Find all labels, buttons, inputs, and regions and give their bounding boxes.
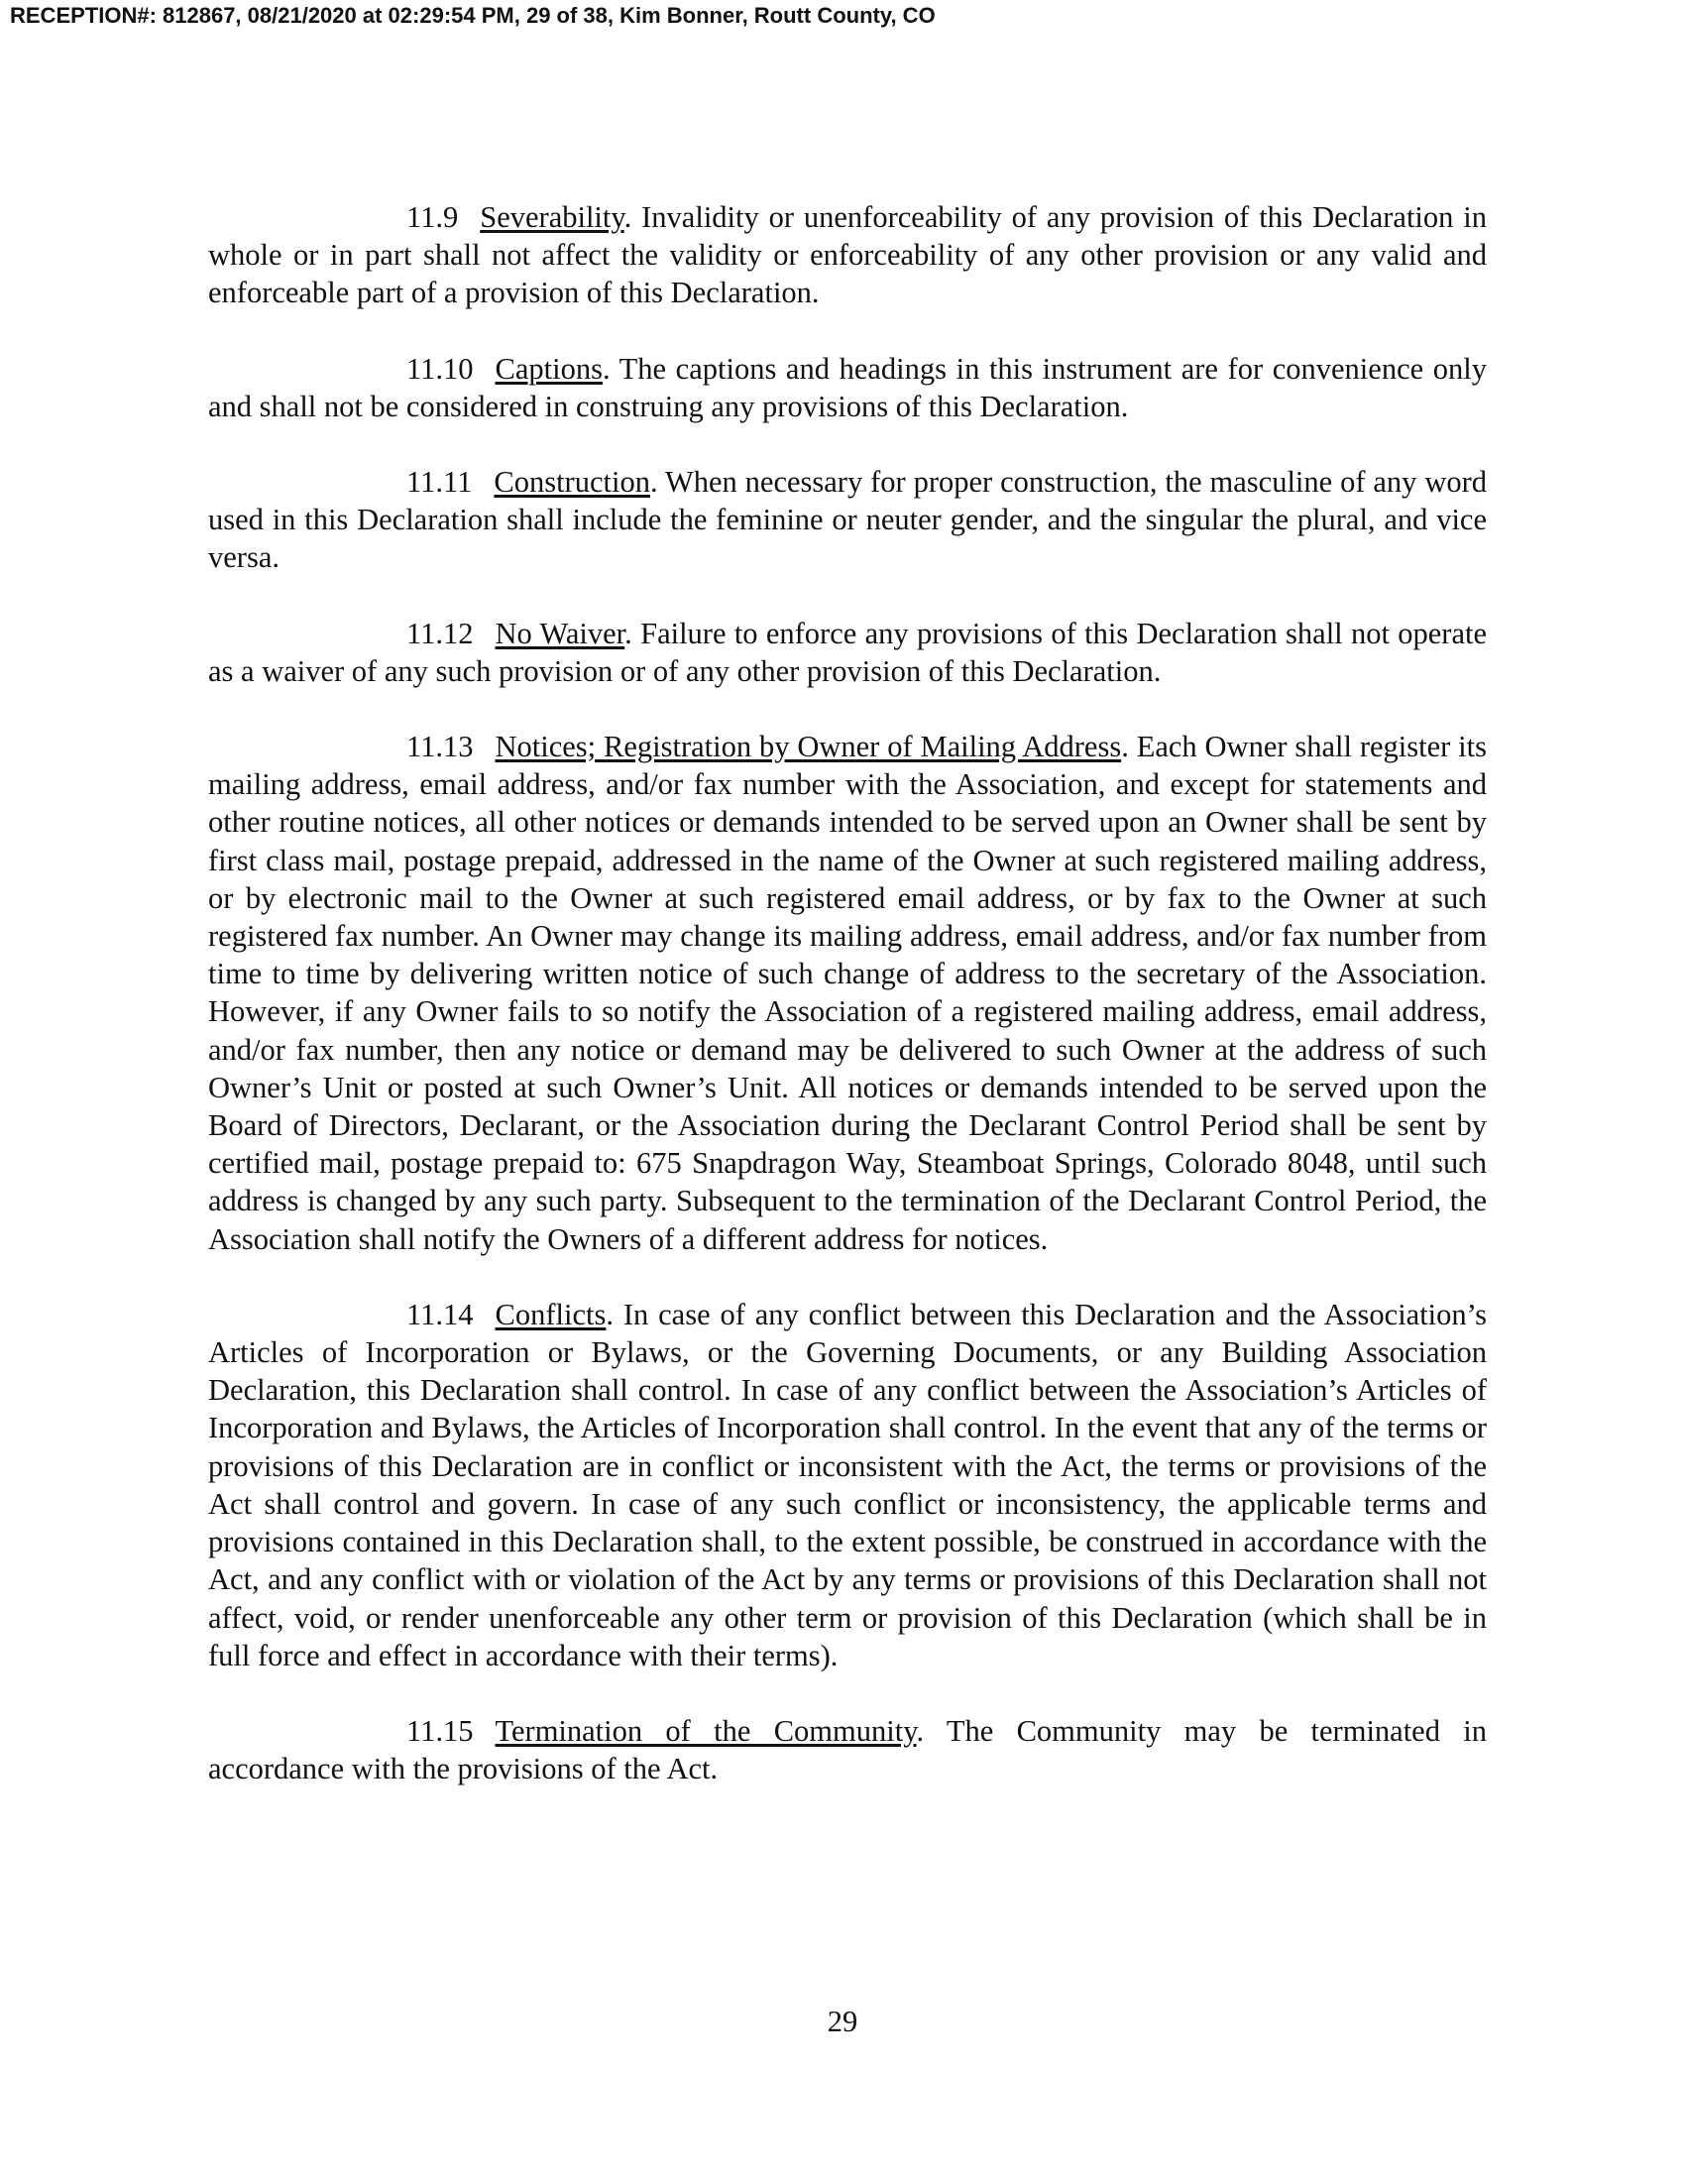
reception-stamp: RECEPTION#: 812867, 08/21/2020 at 02:29:54 PM, 29 of 38, Kim Bonner, Routt County, CO [10, 3, 936, 28]
section-number: 11.11 [406, 465, 473, 500]
section-number: 11.14 [406, 1297, 474, 1331]
section-text: . Invalidity or unenforceability of any provision of this Declaration in whole or in part shall not affect the validity or enforceability of any other provision or any valid and enforceable part of a provision of this Declaration. [208, 200, 1487, 310]
section-number: 11.9 [406, 200, 459, 234]
section-text: . In case of any conflict between this Declaration and the Association’s Articles of Incorporation or Bylaws, or the Governing Documents, or any Building Association Declaration, this Declaration shall control. In case of any conflict between the Association’s Articles of Incorporation and Bylaws, the Articles of Incorporation shall control. In the event that any of the terms or provisions of this Declaration are in conflict or inconsistent with the Act, the terms or provisions of the Act shall control and govern. In case of any such conflict or inconsistency, the applicable terms and provisions contained in this Declaration shall, to the extent possible, be construed in accordance with the Act, and any conflict with or violation of the Act by any terms or provisions of this Declaration shall not affect, void, or render unenforceable any other term or provision of this Declaration (which shall be in full force and effect in accordance with their terms). [208, 1297, 1487, 1672]
section-caption: Captions [495, 351, 603, 386]
section-text: . The Community may be terminated in accordance with the provisions of the Act. [208, 1713, 1487, 1786]
section-caption: Conflicts [495, 1297, 607, 1331]
section-11-13 [208, 728, 1487, 1258]
section-number: 11.12 [406, 616, 474, 650]
page-number: 29 [827, 2005, 858, 2038]
section-caption: No Waiver [495, 616, 625, 650]
document-body [208, 198, 1487, 1825]
section-11-14 [208, 1296, 1487, 1674]
section-11-11 [208, 463, 1487, 577]
section-text: . The captions and headings in this instrument are for convenience only and shall not be considered in construing any provisions of this Declaration. [208, 351, 1487, 423]
section-number: 11.10 [406, 351, 474, 386]
section-caption: Construction [494, 465, 650, 500]
section-caption: Notices; Registration by Owner of Mailing Address [495, 730, 1122, 764]
section-text: . Each Owner shall register its mailing address, email address, and/or fax number with the Association, and except for statements and other routine notices, all other notices or demands intended to be served upon an Owner shall be sent by first class mail, postage prepaid, addressed in the name of the Owner at such registered mailing address, or by electronic mail to the Owner at such registered email address, or by fax to the Owner at such registered fax number. An Owner may change its mailing address, email address, and/or fax number from time to time by delivering written notice of such change of address to the secretary of the Association. However, if any Owner fails to so notify the Association of a registered mailing address, email address, and/or fax number, then any notice or demand may be delivered to such Owner at the address of such Owner’s Unit or posted at such Owner’s Unit. All notices or demands intended to be served upon the Board of Directors, Declarant, or the Association during the Declarant Control Period shall be sent by certified mail, postage prepaid to: 675 Snapdragon Way, Steamboat Springs, Colorado 8048, until such address is changed by any such party. Subsequent to the termination of the Declarant Control Period, the Association shall notify the Owners of a different address for notices. [208, 730, 1487, 1256]
section-caption: Severability [480, 200, 624, 234]
section-11-12 [208, 615, 1487, 690]
section-number: 11.13 [406, 730, 474, 764]
section-11-10 [208, 350, 1487, 425]
section-text: . Failure to enforce any provisions of this Declaration shall not operate as a waiver of any such provision or of any other provision of this Declaration. [208, 616, 1487, 688]
section-caption: Termination of the Community [495, 1713, 917, 1748]
section-text: . When necessary for proper construction, the masculine of any word used in this Declaration shall include the feminine or neuter gender, and the singular the plural, and vice versa. [208, 465, 1487, 575]
section-number: 11.15 [406, 1713, 474, 1748]
section-11-9 [208, 198, 1487, 312]
section-11-15 [208, 1712, 1487, 1787]
